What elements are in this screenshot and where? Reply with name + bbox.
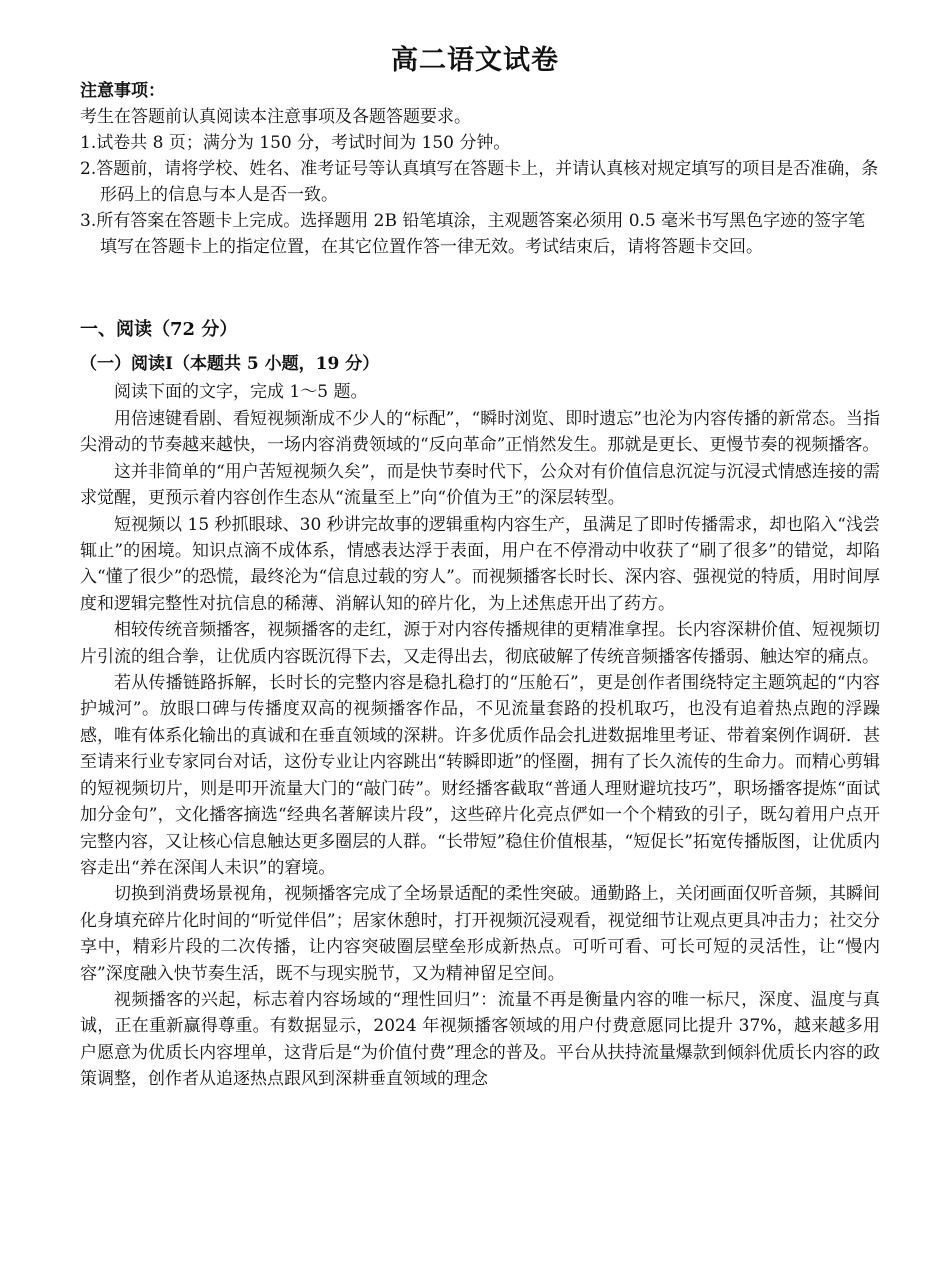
notice-item: 1.试卷共 8 页；满分为 150 分，考试时间为 150 分钟。 — [80, 133, 511, 153]
section-heading: 一、阅读（72 分） — [80, 319, 238, 340]
passage-paragraph: 相较传统音频播客，视频播客的走红，源于对内容传播规律的更精准拿捏。长内容深耕价值、短视频切片引流的组合拳，让优质内容既沉得下去，又走得出去，彻底破解了传统音频播客传播弱、触达窄的痛点。 — [80, 620, 880, 667]
exam-title: 高二语文试卷 — [391, 45, 559, 76]
notice-item: 2.答题前，请将学校、姓名、准考证号等认真填写在答题卡上，并请认真核对规定填写的项目是否准确，条形码上的信息与本人是否一致。 — [80, 159, 879, 205]
passage-paragraph: 短视频以 15 秒抓眼球、30 秒讲完故事的逻辑重构内容生产，虽满足了即时传播需求，却也陷入“浅尝辄止”的困境。知识点滴不成体系，情感表达浮于表面，用户在不停滑动中收获了“刷了很多”的错觉，却陷入“懂了很少”的恐慌，最终沦为“信息过载的穷人”。而视频播客长时长、深内容、强视觉的特质，用时间厚度和逻辑完整性对抗信息的稀薄、消解认知的碎片化，为上述焦虑开出了药方。 — [80, 514, 880, 614]
reading-section — [80, 316, 880, 1093]
passage-paragraph: 这并非简单的“用户苦短视频久矣”，而是快节奏时代下，公众对有价值信息沉淀与沉浸式情感连接的需求觉醒，更预示着内容创作生态从“流量至上”向“价值为王”的深层转型。 — [80, 461, 880, 509]
notice-heading: 注意事项： — [80, 81, 165, 101]
passage-paragraph: 若从传播链路拆解，长时长的完整内容是稳扎稳打的“压舱石”，更是创作者围绕特定主题筑起的“内容护城河”。放眼口碑与传播度双高的视频播客作品，不见流量套路的投机取巧，也没有追着热点跑的浮躁感，唯有体系化输出的真诚和在垂直领域的深耕。许多优质作品会扎进数据堆里考证、带着案例作调研．甚至请来行业专家同台对话，这份专业让内容跳出“转瞬即逝”的怪圈，拥有了长久流传的生命力。而精心剪辑的短视频切片，则是叩开流量大门的“敲门砖”。财经播客截取“普通人理财避坑技巧”，职场播客提炼“面试加分金句”，文化播客摘选“经典名著解读片段”，这些碎片化亮点俨如一个个精致的引子，既勾着用户点开完整内容，又让核心信息触达更多圈层的人群。“长带短”稳住价值根基，“短促长”拓宽传播版图，让优质内容走出“养在深闺人未识”的窘境。 — [80, 673, 880, 878]
passage-paragraph: 用倍速键看剧、看短视频渐成不少人的“标配”，“瞬时浏览、即时遗忘”也沦为内容传播的新常态。当指尖滑动的节奏越来越快，一场内容消费领域的“反向革命”正悄然发生。那就是更长、更慢节奏的视频播客。 — [80, 409, 880, 456]
passage-paragraph: 视频播客的兴起，标志着内容场域的“理性回归”：流量不再是衡量内容的唯一标尺，深度、温度与真诚，正在重新赢得尊重。有数据显示，2024 年视频播客领域的用户付费意愿同比提升 37%，越来越多用户愿意为优质长内容埋单，这背后是“为价值付费”理念的普及。平台从扶持流量爆款到倾斜优质长内容的政策调整，创作者从追逐热点跟风到深耕垂直领域的理念 — [80, 989, 880, 1090]
notice-block — [80, 78, 880, 260]
subsection-heading: （一）阅读I（本题共 5 小题，19 分） — [80, 354, 380, 374]
notice-intro: 考生在答题前认真阅读本注意事项及各题答题要求。 — [80, 107, 471, 127]
passage-paragraph: 切换到消费场景视角，视频播客完成了全场景适配的柔性突破。通勤路上，关闭画面仅听音频，其瞬间化身填充碎片化时间的“听觉伴侣”；居家休憩时，打开视频沉浸观看，视觉细节让观点更具冲击力；社交分享中，精彩片段的二次传播，让内容突破圈层壁垒形成新热点。可听可看、可长可短的灵活性，让“慢内容”深度融入快节奏生活，既不与现实脱节，又为精神留足空间。 — [80, 884, 880, 984]
reading-instruction: 阅读下面的文字，完成 1～5 题。 — [114, 382, 368, 402]
notice-item: 3.所有答案在答题卡上完成。选择题用 2B 铅笔填涂，主观题答案必须用 0.5 毫米书写黑色字迹的签字笔填写在答题卡上的指定位置，在其它位置作答一律无效。考试结束后，请将答题卡交回。 — [80, 211, 866, 257]
